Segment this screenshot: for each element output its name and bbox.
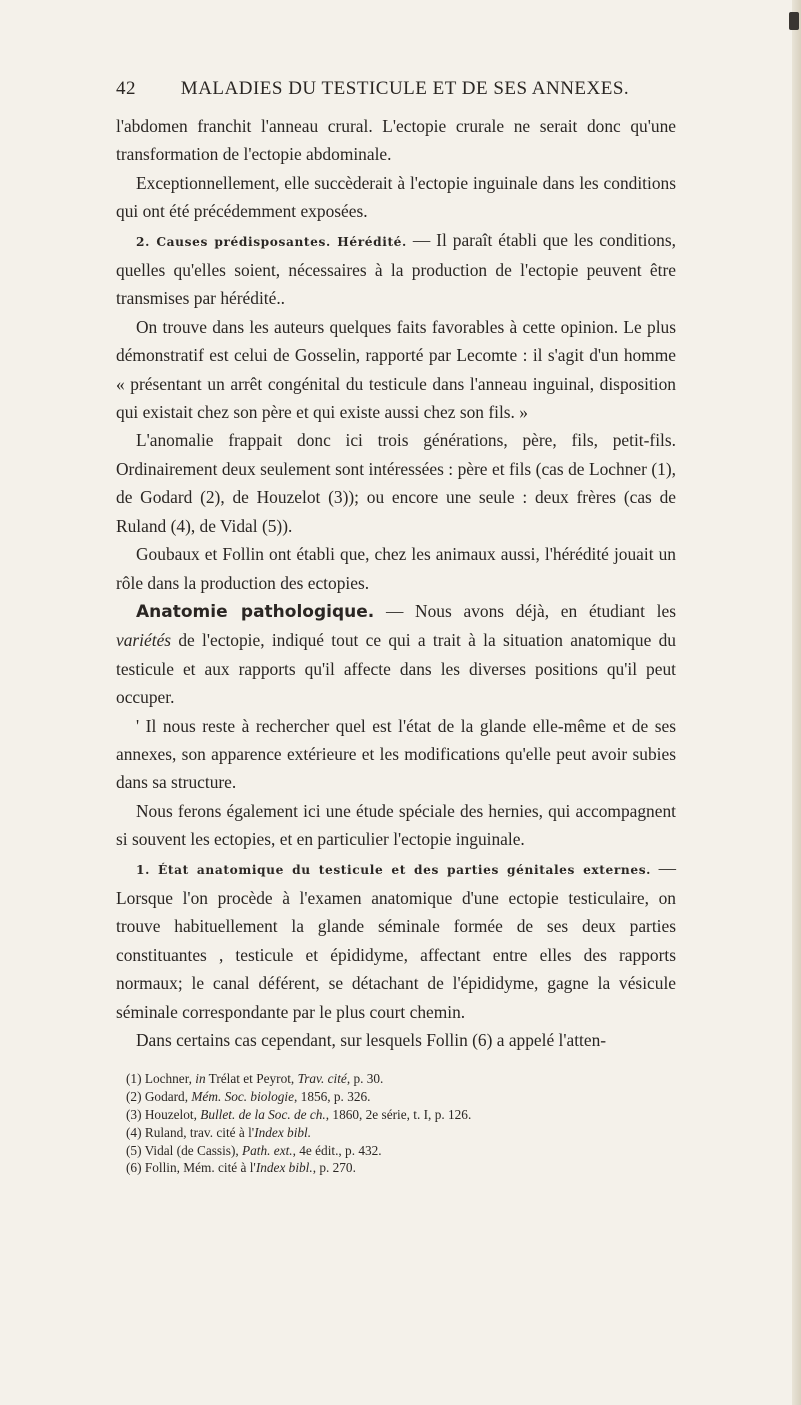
footnote-1: (1) Lochner, in Trélat et Peyrot, Trav. cité, p. 30. <box>126 1071 384 1087</box>
paragraph-2: Exceptionnellement, elle succèderait à l'ectopie inguinale dans les conditions qui ont été précédemment exposées. <box>116 172 676 222</box>
body-text <box>116 112 676 1054</box>
paragraph-3-text: — Il paraît établi que les conditions, quelles qu'elles soient, nécessaires à la production de l'ectopie peuvent être transmises par hérédité.. <box>116 229 676 309</box>
paragraph-10-text: — Lorsque l'on procède à l'examen anatomique d'une ectopie testiculaire, on trouve habituellement la glande séminale formée de ses deux parties constituantes , testicule et épididyme, affectant entre elles des rapports normaux; le canal déférent, se détachant de l'épididyme, gagne la vésicule séminale correspondante par le plus court chemin. <box>116 857 676 1022</box>
paragraph-3 <box>116 226 676 313</box>
page-edge-shadow <box>792 0 801 1405</box>
section-heading-etat: 1. État anatomique du testicule et des parties génitales externes. <box>136 862 652 877</box>
page-number: 42 <box>116 78 136 99</box>
paragraph-11: Dans certains cas cependant, sur lesquels Follin (6) a appelé l'atten- <box>136 1030 607 1050</box>
page-header <box>116 78 676 112</box>
paragraph-4: On trouve dans les auteurs quelques faits favorables à cette opinion. Le plus démonstratif est celui de Gosselin, rapporté par Lecomte : il s'agit d'un homme « présentant un arrêt congénital du testicule dans l'anneau inguinal, disposition qui existait chez son père et qui existe aussi chez son fils. » <box>116 316 676 423</box>
paragraph-7-text-a: — Nous avons déjà, en étudiant les <box>374 600 676 621</box>
paragraph-6: Goubaux et Follin ont établi que, chez les animaux aussi, l'hérédité jouait un rôle dans la production des ectopies. <box>116 544 676 593</box>
footnote-2: (2) Godard, Mém. Soc. biologie, 1856, p. 326. <box>126 1089 371 1105</box>
paragraph-9: Nous ferons également ici une étude spéciale des hernies, qui accompagnent si souvent les ectopies, et en particulier l'ectopie inguinale. <box>116 800 676 850</box>
paragraph-7 <box>116 597 676 712</box>
corner-ink-mark <box>789 12 799 30</box>
running-title: MALADIES DU TESTICULE ET DE SES ANNEXES. <box>180 78 630 99</box>
footnote-6: (6) Follin, Mém. cité à l'Index bibl., p. 270. <box>126 1160 356 1176</box>
paragraph-7-emphasis: variétés <box>116 630 172 651</box>
paragraph-1: l'abdomen franchit l'anneau crural. L'ectopie crurale ne serait donc qu'une transformation de l'ectopie abdominale. <box>116 116 676 165</box>
book-page <box>116 78 676 1177</box>
footnote-5: (5) Vidal (de Cassis), Path. ext., 4e édit., p. 432. <box>126 1142 382 1158</box>
paragraph-10 <box>116 854 676 1026</box>
paragraph-8: ' Il nous reste à rechercher quel est l'état de la glande elle-même et de ses annexes, son apparence extérieure et les modifications qu'elle peut avoir subies dans sa structure. <box>116 715 676 793</box>
footnotes <box>116 1070 676 1177</box>
footnote-4: (4) Ruland, trav. cité à l'Index bibl. <box>126 1124 312 1140</box>
paragraph-5: L'anomalie frappait donc ici trois générations, père, fils, petit-fils. Ordinairement deux seulement sont intéressées : père et fils (cas de Lochner (1), de Godard (2), de Houzelot (3)); ou encore une seule : deux frères (cas de Ruland (4), de Vidal (5)). <box>116 430 676 536</box>
section-heading-causes: 2. Causes prédisposantes. Hérédité. <box>136 234 407 249</box>
section-heading-anatomie: Anatomie pathologique. <box>136 601 375 622</box>
paragraph-7-text-b: de l'ectopie, indiqué tout ce qui a trait à la situation anatomique du testicule et aux rapports qu'il affecte dans les diverses positions qu'il peut occuper. <box>116 630 676 708</box>
footnote-3: (3) Houzelot, Bullet. de la Soc. de ch., 1860, 2e série, t. I, p. 126. <box>126 1107 472 1122</box>
